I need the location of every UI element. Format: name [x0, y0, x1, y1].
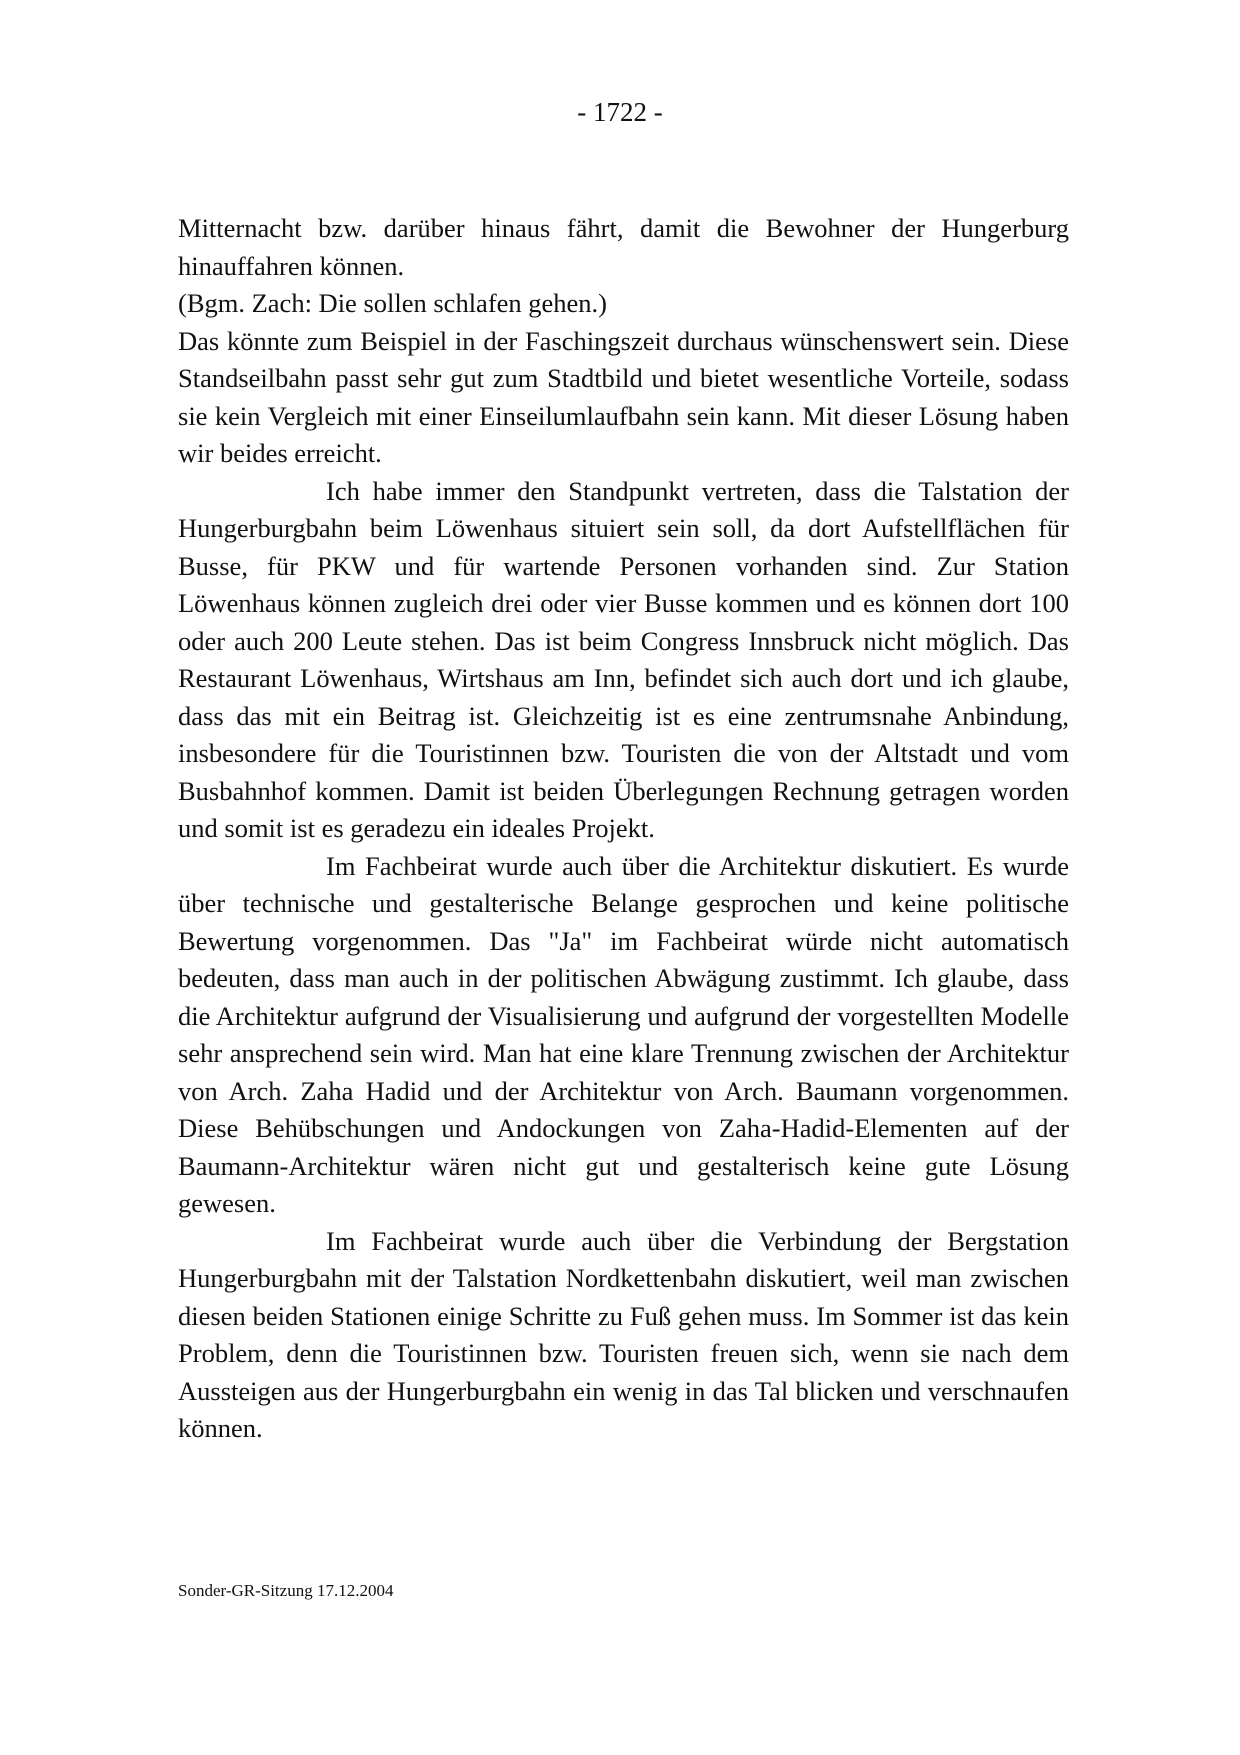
paragraph-verbindung: Im Fachbeirat wurde auch über die Verbindung der Bergstation Hungerburgbahn mit der Talstation Nordkettenbahn diskutiert, weil man zwischen diesen beiden Stationen einige Schritte zu Fuß gehen muss. Im Sommer ist das kein Problem, denn die Touristinnen bzw. Touristen freuen sich, wenn sie nach dem Aussteigen aus der Hungerburgbahn ein wenig in das Tal blicken und verschnaufen können. [178, 1225, 1069, 1443]
paragraph-architektur: Im Fachbeirat wurde auch über die Architektur diskutiert. Es wurde über technische und gestalterische Belange gesprochen und keine politische Bewertung vorgenommen. Das "Ja" im Fachbeirat würde nicht automatisch bedeuten, dass man auch in der politischen Abwägung zustimmt. Ich glaube, dass die Architektur aufgrund der Visualisierung und aufgrund der vorgestellten Modelle sehr ansprechend sein wird. Man hat eine klare Trennung zwischen der Architektur von Arch. Zaha Hadid und der Architektur von Arch. Baumann vorgenommen. Diese Behübschungen und Andockungen von Zaha-Hadid-Elementen auf der Baumann-Architektur wären nicht gut und gestalterisch keine gute Lösung gewesen. [178, 850, 1069, 1218]
footer-session-note: Sonder-GR-Sitzung 17.12.2004 [178, 1581, 394, 1600]
paragraph-continuation: Mitternacht bzw. darüber hinaus fährt, damit die Bewohner der Hungerburg hinauffahren können. [178, 213, 1069, 281]
body-text [178, 210, 1069, 1448]
paragraph-talstation: Ich habe immer den Standpunkt vertreten, dass die Talstation der Hungerburgbahn beim Löwenhaus situiert sein soll, da dort Aufstellflächen für Busse, für PKW und für wartende Personen vorhanden sind. Zur Station Löwenhaus können zugleich drei oder vier Busse kommen und es können dort 100 oder auch 200 Leute stehen. Das ist beim Congress Innsbruck nicht möglich. Das Restaurant Löwenhaus, Wirtshaus am Inn, befindet sich auch dort und ich glaube, dass das mit ein Beitrag ist. Gleichzeitig ist es eine zentrumsnahe Anbindung, insbesondere für die Touristinnen bzw. Touristen die von der Altstadt und vom Busbahnhof kommen. Damit ist beiden Überlegungen Rechnung getragen worden und somit ist es geradezu ein ideales Projekt. [178, 475, 1069, 843]
page-number: - 1722 - [577, 97, 663, 127]
paragraph-faschingszeit: Das könnte zum Beispiel in der Faschingszeit durchaus wünschenswert sein. Diese Standseilbahn passt sehr gut zum Stadtbild und bietet wesentliche Vorteile, sodass sie kein Vergleich mit einer Einseilumlaufbahn sein kann. Mit dieser Lösung haben wir beides erreicht. [178, 325, 1069, 468]
paragraph-interjection: (Bgm. Zach: Die sollen schlafen gehen.) [178, 288, 608, 318]
